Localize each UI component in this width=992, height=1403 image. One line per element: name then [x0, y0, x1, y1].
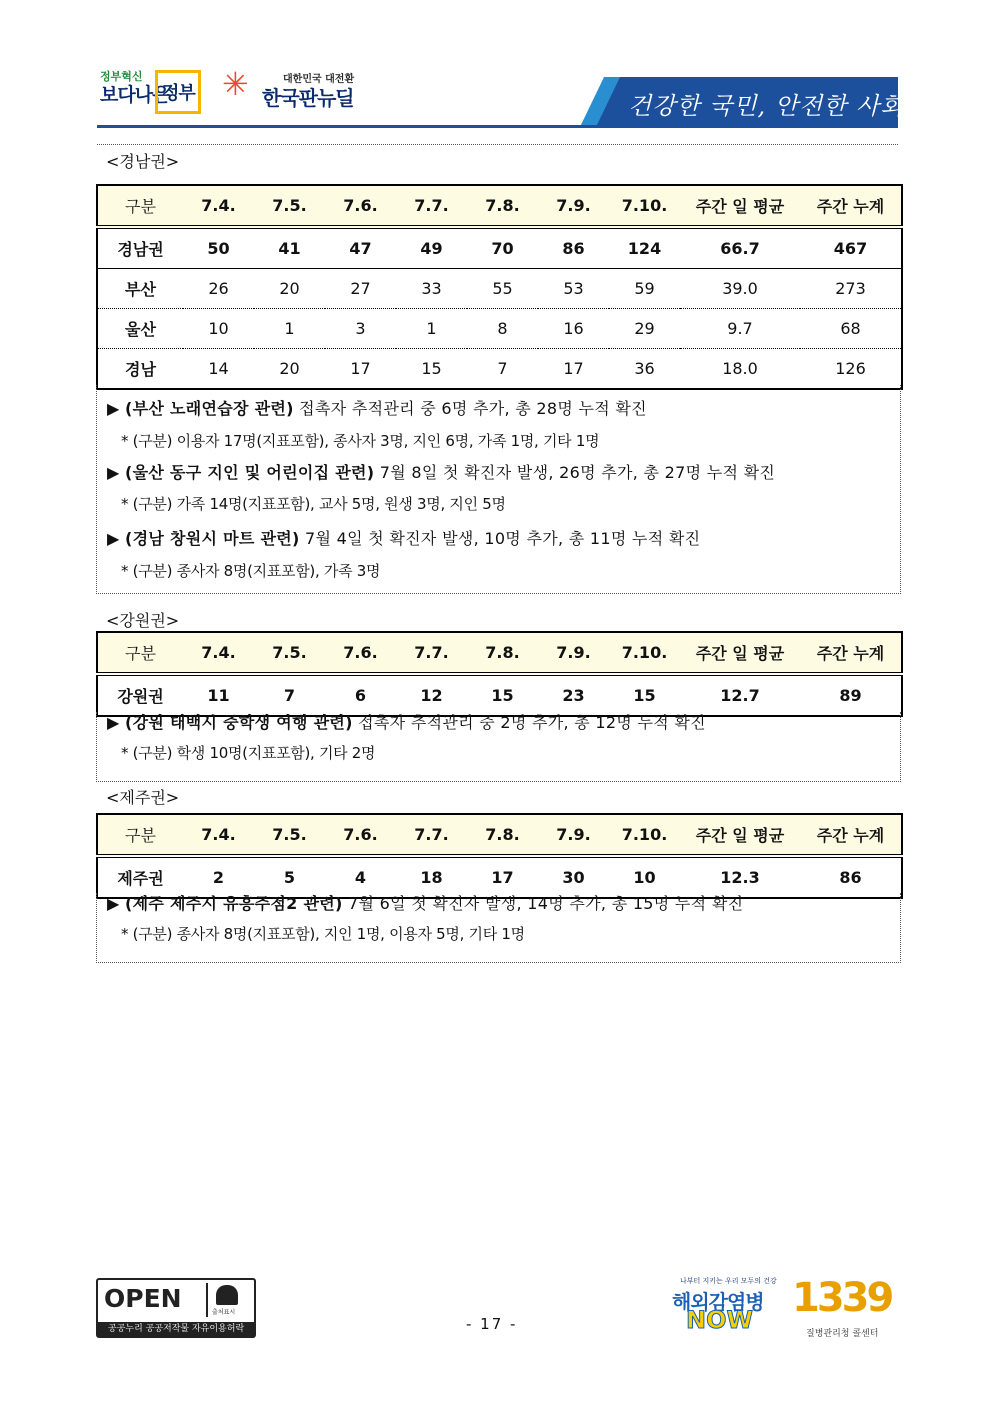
note-text: 7월 4일 첫 확진자 발생, 10명 추가, 총 11명 누적 확진	[299, 529, 701, 548]
column-header: 주간 누계	[800, 814, 902, 856]
value-cell: 68	[800, 309, 902, 349]
column-header: 7.5.	[254, 814, 325, 856]
value-cell: 47	[325, 227, 396, 269]
table-header-row	[97, 632, 902, 674]
column-header: 구분	[97, 814, 183, 856]
column-header: 7.8.	[467, 632, 538, 674]
note-title: (부산 노래연습장 관련)	[125, 399, 294, 418]
note-title: (경남 창원시 마트 관련)	[125, 529, 300, 548]
note-title: (강원 태백시 중학생 여행 관련)	[125, 713, 353, 732]
column-header: 7.10.	[609, 632, 680, 674]
value-cell: 41	[254, 227, 325, 269]
value-cell: 10	[609, 856, 680, 898]
header-divider	[97, 125, 898, 128]
value-cell: 53	[538, 269, 609, 309]
column-header: 7.10.	[609, 185, 680, 227]
note-breakdown: * (구분) 이용자 17명(지표포함), 종사자 3명, 지인 6명, 가족 1명, 기타 1명	[121, 432, 600, 450]
value-cell: 30	[538, 856, 609, 898]
value-cell: 7	[497, 359, 508, 378]
dotted-divider	[97, 144, 898, 145]
region-cell: 울산	[97, 309, 183, 349]
value-cell: 33	[396, 269, 467, 309]
note-text: 접촉자 추적관리 중 2명 추가, 총 12명 누적 확진	[352, 713, 706, 732]
note-item	[107, 526, 700, 549]
slogan-text: 건강한 국민, 안전한 사회	[628, 92, 905, 120]
korean-new-deal-star-icon: ✳	[222, 65, 249, 103]
column-header: 7.9.	[538, 185, 609, 227]
gov-innovation-logo-box	[155, 70, 201, 114]
column-header: 7.4.	[183, 814, 254, 856]
value-cell: 2	[183, 856, 254, 898]
column-header: 구분	[97, 632, 183, 674]
note-breakdown: * (구분) 종사자 8명(지표포함), 지인 1명, 이용자 5명, 기타 1명	[121, 925, 525, 943]
note-item	[107, 891, 743, 914]
value-cell: 8	[467, 309, 538, 349]
value-cell: 273	[800, 269, 902, 309]
value-cell: 18.0	[722, 359, 758, 378]
table-header-row	[97, 185, 902, 227]
value-cell: 27	[325, 269, 396, 309]
value-cell: 5	[254, 856, 325, 898]
value-cell: 12.3	[680, 856, 800, 898]
notes-box	[96, 712, 901, 782]
value-cell: 124	[609, 227, 680, 269]
column-header: 7.5.	[254, 632, 325, 674]
bullet-arrow-icon: ▶	[107, 529, 120, 548]
value-cell: 1	[396, 309, 467, 349]
callcenter-number-logo: 1339	[792, 1275, 892, 1321]
value-cell: 11	[183, 674, 254, 716]
value-cell: 59	[609, 269, 680, 309]
value-cell: 126	[835, 359, 866, 378]
value-cell: 17	[350, 359, 371, 378]
open-license-bar: 공공누리 공공저작물 자유이용허락	[98, 1322, 254, 1336]
column-header: 주간 누계	[800, 632, 902, 674]
note-breakdown: * (구분) 가족 14명(지표포함), 교사 5명, 원생 3명, 지인 5명	[121, 495, 506, 513]
column-header: 7.7.	[396, 632, 467, 674]
region-cell: 경남권	[97, 227, 183, 269]
table-total-row	[97, 227, 902, 269]
value-cell: 49	[396, 227, 467, 269]
value-cell: 17	[467, 856, 538, 898]
value-cell: 3	[325, 309, 396, 349]
column-header: 주간 일 평균	[680, 632, 800, 674]
bullet-arrow-icon: ▶	[107, 894, 120, 913]
table-row	[97, 269, 902, 309]
column-header: 주간 일 평균	[680, 814, 800, 856]
section-label: <제주권>	[106, 788, 180, 807]
gov-innovation-logo-text: 보다나은	[100, 84, 170, 106]
value-cell: 1	[254, 309, 325, 349]
open-badge-text: 출처표시	[212, 1309, 236, 1316]
value-cell: 10	[183, 309, 254, 349]
section-label: <강원권>	[106, 611, 180, 630]
region-cell: 강원권	[97, 674, 183, 716]
value-cell: 89	[800, 674, 902, 716]
callcenter-label: 질병관리청 콜센터	[806, 1329, 879, 1339]
value-cell: 12	[396, 674, 467, 716]
note-breakdown: * (구분) 종사자 8명(지표포함), 가족 3명	[121, 562, 381, 580]
column-header: 7.10.	[609, 814, 680, 856]
value-cell: 50	[183, 227, 254, 269]
note-text: 7월 6일 첫 확진자 발생, 14명 추가, 총 15명 누적 확진	[342, 894, 744, 913]
value-cell: 467	[800, 227, 902, 269]
value-cell: 20	[279, 359, 300, 378]
column-header: 주간 누계	[800, 185, 902, 227]
note-title: (제주 제주시 유흥주점2 관련)	[125, 894, 343, 913]
cases-table	[96, 184, 903, 390]
note-text: 접촉자 추적관리 중 6명 추가, 총 28명 누적 확진	[293, 399, 647, 418]
column-header: 7.6.	[325, 814, 396, 856]
column-header: 7.4.	[183, 185, 254, 227]
column-header: 주간 일 평균	[680, 185, 800, 227]
section-label: <경남권>	[106, 152, 180, 171]
page-number: - 17 -	[466, 1315, 518, 1333]
value-cell: 14	[208, 359, 229, 378]
column-header: 7.7.	[396, 814, 467, 856]
value-cell: 7	[254, 674, 325, 716]
note-breakdown: * (구분) 학생 10명(지표포함), 기타 2명	[121, 744, 376, 762]
table-row	[97, 349, 902, 390]
cases-table	[96, 631, 903, 717]
column-header: 7.9.	[538, 814, 609, 856]
value-cell: 15	[421, 359, 442, 378]
value-cell: 26	[183, 269, 254, 309]
value-cell: 86	[800, 856, 902, 898]
column-header: 7.8.	[467, 814, 538, 856]
gov-logo-box-text: 정부	[162, 83, 195, 104]
column-header: 7.6.	[325, 632, 396, 674]
value-cell: 16	[538, 309, 609, 349]
person-icon	[206, 1283, 248, 1317]
value-cell: 9.7	[680, 309, 800, 349]
value-cell: 36	[634, 359, 655, 378]
value-cell: 18	[396, 856, 467, 898]
value-cell: 17	[563, 359, 584, 378]
column-header: 7.8.	[467, 185, 538, 227]
column-header: 7.5.	[254, 185, 325, 227]
gov-innovation-logo-small: 정부혁신	[100, 70, 143, 83]
open-license-logo	[96, 1278, 256, 1338]
overseas-disease-logo: 해외감염병	[672, 1290, 764, 1314]
bullet-arrow-icon: ▶	[107, 399, 120, 418]
value-cell: 86	[538, 227, 609, 269]
overseas-disease-tagline: 나부터 지키는 우리 모두의 건강	[680, 1277, 777, 1285]
notes-box	[96, 385, 901, 594]
column-header: 7.7.	[396, 185, 467, 227]
table-header-row	[97, 814, 902, 856]
column-header: 7.6.	[325, 185, 396, 227]
note-item	[107, 396, 647, 419]
value-cell: 4	[325, 856, 396, 898]
column-header: 구분	[97, 185, 183, 227]
bullet-arrow-icon: ▶	[107, 713, 120, 732]
value-cell: 29	[609, 309, 680, 349]
value-cell: 39.0	[680, 269, 800, 309]
value-cell: 20	[254, 269, 325, 309]
note-item	[107, 460, 775, 483]
note-title: (울산 동구 지인 및 어린이집 관련)	[125, 463, 375, 482]
column-header: 7.4.	[183, 632, 254, 674]
value-cell: 70	[467, 227, 538, 269]
value-cell: 15	[467, 674, 538, 716]
open-logo-text: OPEN	[104, 1284, 182, 1313]
bullet-arrow-icon: ▶	[107, 463, 120, 482]
value-cell: 12.7	[680, 674, 800, 716]
value-cell: 15	[609, 674, 680, 716]
region-cell: 제주권	[97, 856, 183, 898]
value-cell: 23	[538, 674, 609, 716]
korean-new-deal-logo-small: 대한민국 대전환	[283, 74, 355, 85]
now-logo-word: NOW	[686, 1306, 753, 1334]
note-text: 7월 8일 첫 확진자 발생, 26명 추가, 총 27명 누적 확진	[374, 463, 776, 482]
value-cell: 66.7	[680, 227, 800, 269]
value-cell: 55	[467, 269, 538, 309]
cases-table	[96, 813, 903, 899]
column-header: 7.9.	[538, 632, 609, 674]
note-item	[107, 710, 706, 733]
table-row	[97, 309, 902, 349]
notes-box	[96, 893, 901, 963]
region-cell: 경남	[125, 360, 156, 379]
region-cell: 부산	[97, 269, 183, 309]
value-cell: 6	[325, 674, 396, 716]
korean-new-deal-logo-text: 한국판뉴딜	[262, 86, 354, 110]
